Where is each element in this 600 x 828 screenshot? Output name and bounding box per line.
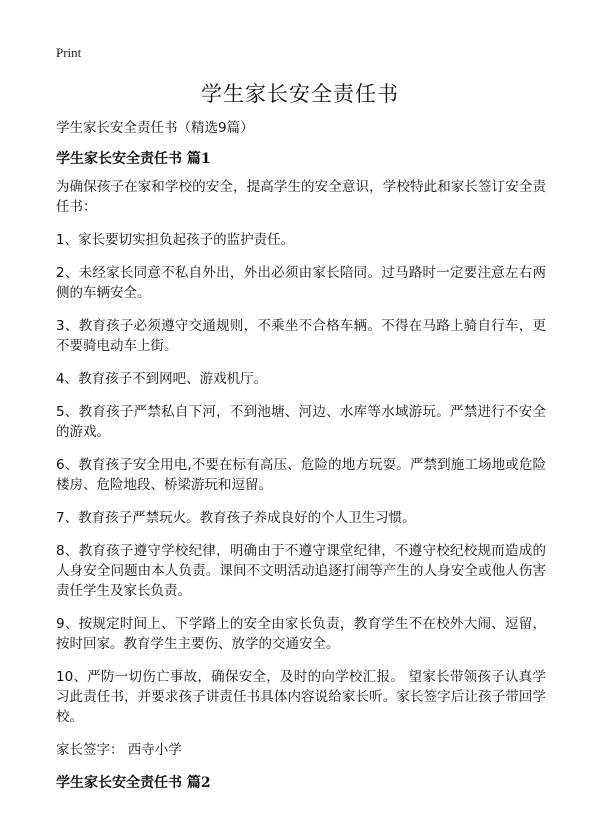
- list-item: 5、教育孩子严禁私自下河，不到池塘、河边、水库等水域游玩。严禁进行不安全的游戏。: [56, 404, 546, 440]
- list-item: 10、严防一切伤亡事故，确保安全，及时的向学校汇报。 望家长带领孩子认真学习此责任书，并要求孩子讲责任书具体内容说给家长听。家长签字后让孩子带回学校。: [56, 669, 546, 725]
- list-item: 2、未经家长同意不私自外出，外出必须由家长陪同。过马路时一定要注意左右两侧的车辆安全。: [56, 265, 546, 301]
- list-item: 1、家长要切实担负起孩子的监护责任。: [56, 232, 295, 248]
- page-title: 学生家长安全责任书: [201, 82, 399, 106]
- section-heading-1: 学生家长安全责任书 篇1: [56, 151, 211, 167]
- signature-line: 家长签字： 西寺小学: [56, 742, 182, 758]
- list-item: 3、教育孩子必须遵守交通规则，不乘坐不合格车辆。不得在马路上骑自行车，更不要骑电动车上街。: [56, 318, 546, 354]
- list-item: 6、教育孩子安全用电,不要在标有高压、危险的地方玩耍。严禁到施工场地或危险楼房、危险地段、桥梁游玩和逗留。: [56, 457, 546, 493]
- document-subtitle: 学生家长安全责任书（精选9篇）: [56, 120, 254, 136]
- document-body: [56, 118, 546, 801]
- list-item: 4、教育孩子不到网吧、游戏机厅。: [56, 371, 268, 387]
- section-heading-2: 学生家长安全责任书 篇2: [56, 775, 211, 791]
- list-item: 8、教育孩子遵守学校纪律，明确由于不遵守课堂纪律，不遵守校纪校规而造成的人身安全问题由本人负责。课间不文明活动追逐打闹等产生的人身安全或他人伤害责任学生及家长负责。: [56, 543, 546, 599]
- print-label: Print: [56, 45, 82, 60]
- section-intro: 为确保孩子在家和学校的安全，提高学生的安全意识，学校特此和家长签订安全责任书：: [56, 179, 546, 215]
- list-item: 7、教育孩子严禁玩火。教育孩子养成良好的个人卫生习惯。: [56, 510, 416, 526]
- list-item: 9、按规定时间上、下学路上的安全由家长负责，教育学生不在校外大闹、逗留，按时回家。教育学生主要伤、放学的交通安全。: [56, 616, 546, 652]
